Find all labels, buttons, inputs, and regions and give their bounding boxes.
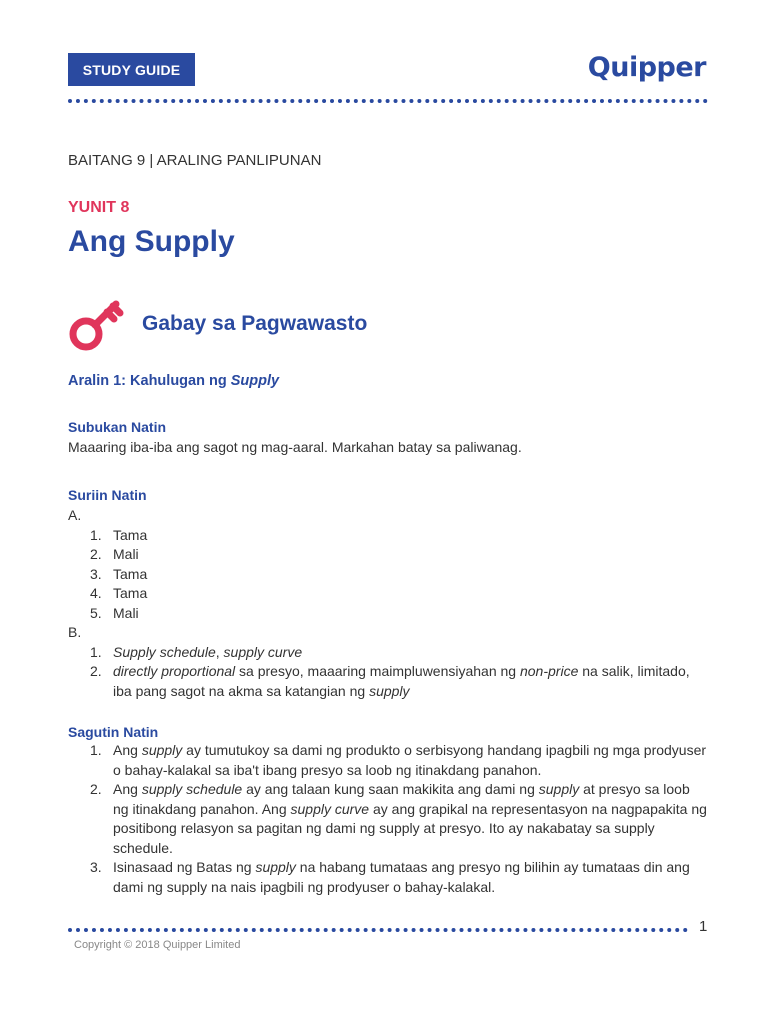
list-item-number: 3. xyxy=(90,565,102,582)
quipper-logo: Quipper xyxy=(587,52,706,83)
list-item-number: 3. xyxy=(90,859,102,875)
list-item xyxy=(68,780,708,858)
list-item-text: Ang supply schedule ay ang talaan kung saan makikita ang dami ng supply at presyo sa loob ng itinakdang panahon. Ang supply curve ay ang grapikal na representasyon na nagpapakita ng positibong relasyon sa pagitan ng dami ng supply at presyo. Ito ay nakabatay sa supply schedule. xyxy=(113,781,707,856)
list-item-number: 2. xyxy=(90,781,102,797)
grade-subject-line: BAITANG 9 | ARALING PANLIPUNAN xyxy=(68,152,322,169)
list-item-text: Tama xyxy=(113,565,148,582)
list-item-number: 5. xyxy=(90,604,102,621)
guide-title: Gabay sa Pagwawasto xyxy=(142,312,368,335)
list-item xyxy=(68,604,708,624)
list-item-text: Tama xyxy=(113,526,148,543)
list-item-number: 1. xyxy=(90,643,102,660)
copyright-text: Copyright © 2018 Quipper Limited xyxy=(74,939,241,951)
unit-label: YUNIT 8 xyxy=(68,199,130,216)
list-item-text: Ang supply ay tumutukoy sa dami ng produkto o serbisyong handang ipagbili ng mga prodyuser o bahay-kalakal sa iba't ibang presyo sa loob ng itinakdang panahon. xyxy=(113,742,707,778)
list-item-number: 4. xyxy=(90,585,102,601)
study-guide-badge: STUDY GUIDE xyxy=(68,53,195,86)
list-item-text: directly proportional sa presyo, maaaring maimpluwensiyahan ng non-price na salik, limitado, iba pang sagot na akma sa katangian ng supply xyxy=(113,663,690,699)
list-item-number: 1. xyxy=(90,742,102,758)
header-divider xyxy=(68,99,708,103)
list-item-number: 2. xyxy=(90,663,102,679)
list-item-text: Supply schedule, supply curve xyxy=(113,643,303,660)
part-b-list xyxy=(68,643,708,702)
list-item xyxy=(68,526,708,546)
suriin-section xyxy=(68,487,708,701)
sagutin-section xyxy=(68,724,708,897)
part-a-list xyxy=(68,526,708,624)
list-item xyxy=(68,584,708,604)
page-title: Ang Supply xyxy=(68,225,235,258)
page-number: 1 xyxy=(699,918,708,935)
lesson-heading: Aralin 1: Kahulugan ng Supply xyxy=(68,373,280,389)
list-item-text: Isinasaad ng Batas ng supply na habang tumataas ang presyo ng bilihin ay tumataas din ang dami ng supply na nais ipagbili ng prodyuser o bahay-kalakal. xyxy=(113,859,690,895)
list-item-text: Mali xyxy=(113,604,139,621)
subukan-heading: Subukan Natin xyxy=(68,419,167,435)
part-a-label: A. xyxy=(68,507,82,523)
list-item xyxy=(68,565,708,585)
list-item xyxy=(68,858,708,897)
part-b-label: B. xyxy=(68,624,82,640)
list-item xyxy=(68,643,708,663)
subukan-section xyxy=(68,419,708,458)
footer-divider xyxy=(68,928,688,932)
list-item xyxy=(68,662,708,701)
list-item-text: Mali xyxy=(113,546,139,562)
sagutin-list xyxy=(68,741,708,897)
list-item xyxy=(68,741,708,780)
list-item-number: 2. xyxy=(90,546,102,562)
list-item-number: 1. xyxy=(90,526,102,543)
key-icon xyxy=(66,292,130,356)
list-item-text: Tama xyxy=(113,585,148,601)
list-item xyxy=(68,545,708,565)
subukan-text: Maaaring iba-iba ang sagot ng mag-aaral. Markahan batay sa paliwanag. xyxy=(68,439,522,455)
sagutin-heading: Sagutin Natin xyxy=(68,724,159,740)
suriin-heading: Suriin Natin xyxy=(68,487,147,503)
